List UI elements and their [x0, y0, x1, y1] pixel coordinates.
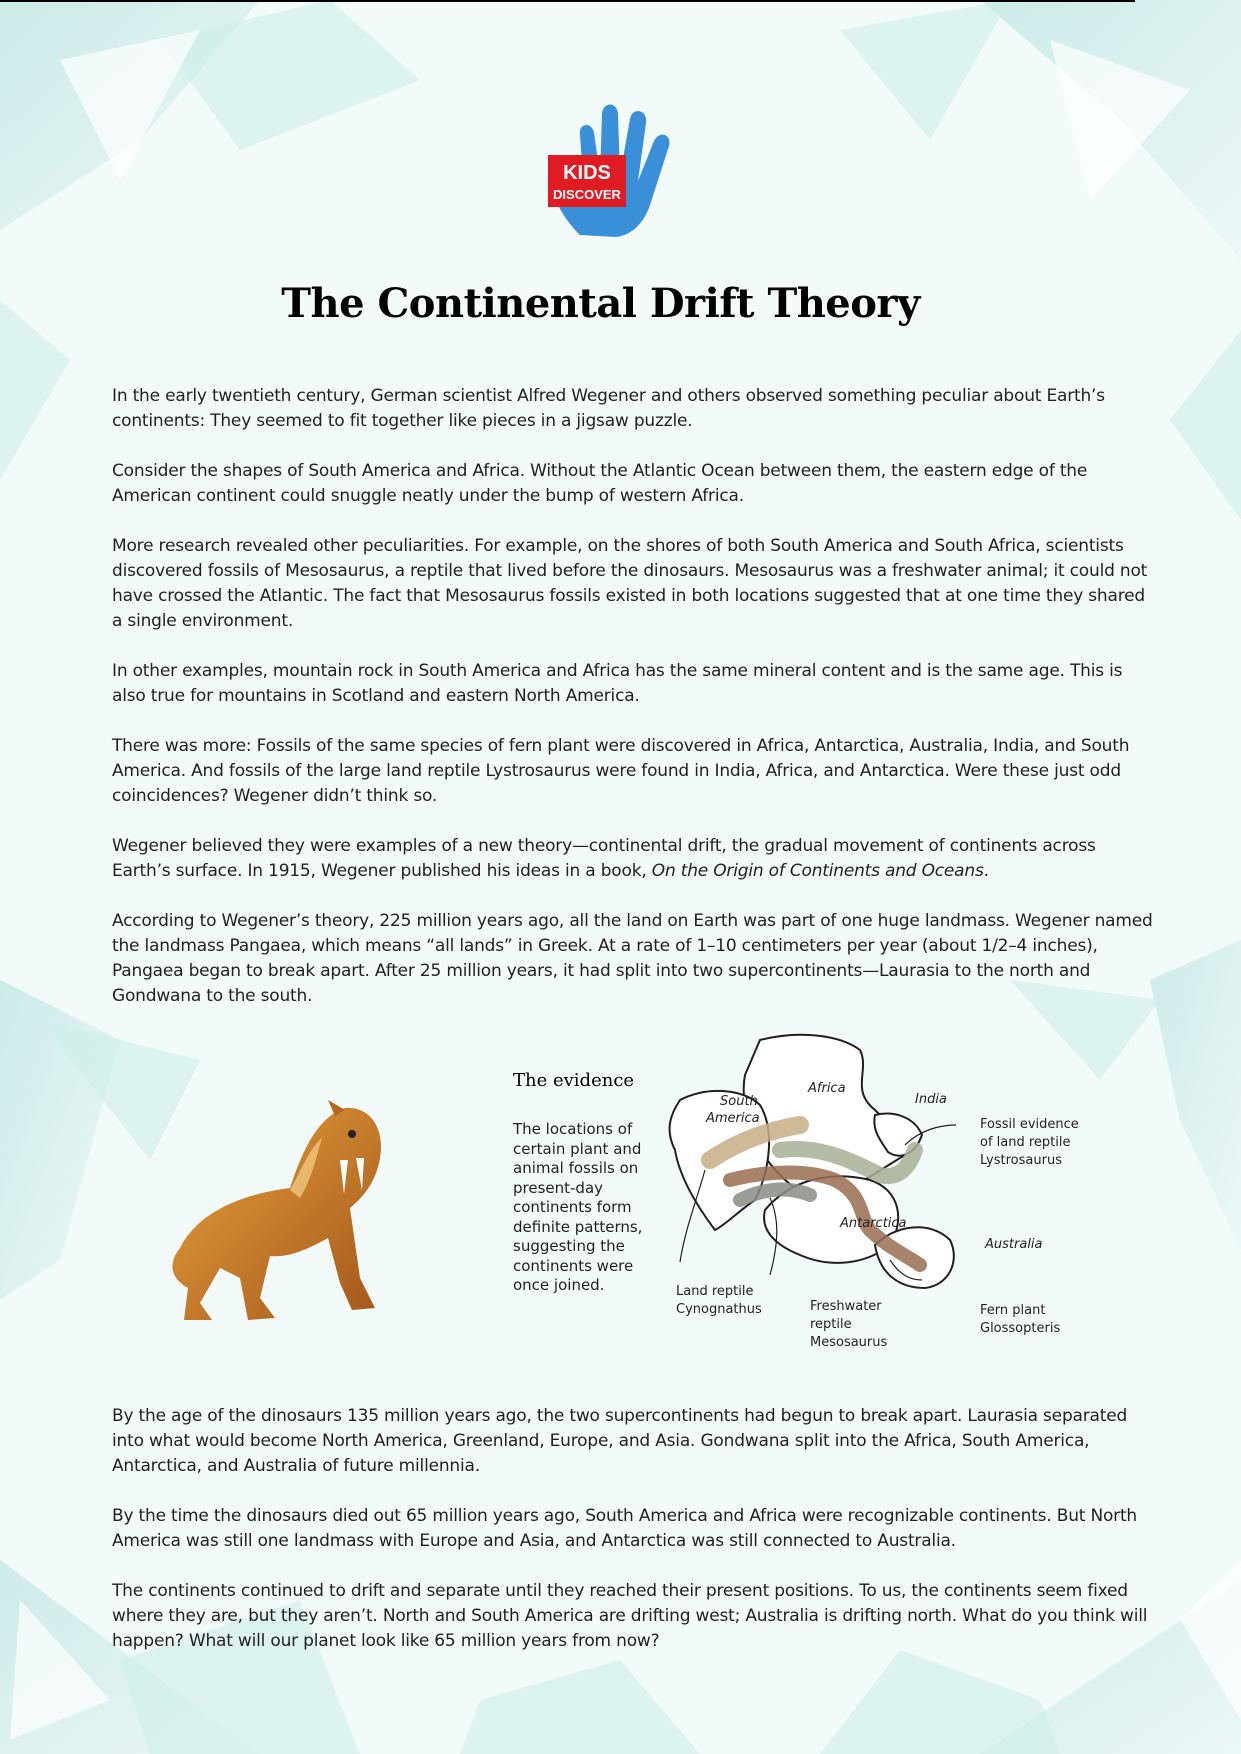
map-label-africa: Africa: [808, 1081, 846, 1096]
map-label-mesosaurus-1: Freshwater: [810, 1299, 882, 1314]
map-label-glossopteris-1: Fern plant: [980, 1303, 1046, 1318]
map-label-south-america-2: America: [706, 1111, 760, 1126]
paragraph: Consider the shapes of South America and Africa. Without the Atlantic Ocean between them, the eastern edge of the American continent could snuggle neatly under the bump of western Africa.: [112, 461, 1088, 506]
map-label-mesosaurus-2: reptile: [810, 1317, 852, 1332]
map-label-antarctica: Antarctica: [840, 1216, 907, 1231]
paragraph-text: Wegener believed they were examples of a new theory—continental drift, the gradual movement of continents across Earth’s surface. In 1915, Wegener published his ideas in a book,: [112, 836, 1096, 881]
map-label-lystrosaurus-1: Fossil evidence: [980, 1117, 1079, 1132]
page-title: The Continental Drift Theory: [281, 280, 920, 327]
logo-line1: KIDS: [563, 162, 611, 184]
paragraph: By the time the dinosaurs died out 65 million years ago, South America and Africa were recognizable continents. But North America was still one landmass with Europe and Asia, and Antarctica was still connected to Australia.: [112, 1506, 1138, 1551]
logo-line2: DISCOVER: [553, 187, 621, 202]
kids-discover-logo: [540, 95, 690, 240]
map-label-cynognathus-1: Land reptile: [676, 1284, 754, 1299]
map-label-south-america-1: South: [720, 1094, 758, 1109]
paragraph: The continents continued to drift and separate until they reached their present positions. To us, the continents seem fixed where they are, but they aren’t. North and South America are drifting west; Australia is drifting north. What do you think will happen? What will our planet look like 65 million years from now?: [112, 1581, 1148, 1651]
paragraph: There was more: Fossils of the same species of fern plant were discovered in Africa, Antarctica, Australia, India, and South America. And fossils of the large land reptile Lystrosaurus were found in India, Africa, and Antarctica. Were these just odd coincidences? Wegener didn’t think so.: [112, 736, 1130, 806]
article-body-bottom: [112, 1404, 1157, 1679]
paragraph-text: .: [983, 861, 989, 881]
paragraph: In other examples, mountain rock in South America and Africa has the same mineral content and is the same age. This is also true for mountains in Scotland and eastern North America.: [112, 661, 1123, 706]
map-label-lystrosaurus-3: Lystrosaurus: [980, 1153, 1062, 1168]
paragraph: More research revealed other peculiarities. For example, on the shores of both South America and South Africa, scientists discovered fossils of Mesosaurus, a reptile that lived before the dinosaurs. Mesosaurus was a freshwater animal; it could not have crossed the Atlantic. The fact that Mesosaurus fossils existed in both locations suggested that at one time they shared a single environment.: [112, 536, 1148, 631]
map-label-australia: Australia: [985, 1237, 1043, 1252]
paragraph: By the age of the dinosaurs 135 million years ago, the two supercontinents had begun to break apart. Laurasia separated into what would become North America, Greenland, Europe, and Asia. Gondwana split into the Africa, South America, Antarctica, and Australia of future millennia.: [112, 1406, 1128, 1476]
article-body-top: [112, 384, 1157, 1034]
map-label-mesosaurus-3: Mesosaurus: [810, 1335, 888, 1350]
paragraph: According to Wegener’s theory, 225 million years ago, all the land on Earth was part of one huge landmass. Wegener named the landmass Pangaea, which means “all lands” in Greek. At a rate of 1–10 centimeters per year (about 1/2–4 inches), Pangaea began to break apart. After 25 million years, it had split into two supercontinents—Laurasia to the north and Gondwana to the south.: [112, 911, 1153, 1006]
book-title: On the Origin of Continents and Oceans: [651, 861, 984, 881]
gondwana-fossil-map: [660, 1030, 1130, 1360]
paragraph: [112, 834, 1157, 884]
top-border-line: [0, 0, 1135, 2]
map-label-cynognathus-2: Cynognathus: [676, 1302, 762, 1317]
paragraph: In the early twentieth century, German scientist Alfred Wegener and others observed something peculiar about Earth’s continents: They seemed to fit together like pieces in a jigsaw puzzle.: [112, 386, 1105, 431]
saber-tooth-cat-illustration: [140, 1098, 395, 1328]
map-label-lystrosaurus-2: of land reptile: [980, 1135, 1071, 1150]
map-label-india: India: [915, 1092, 947, 1107]
evidence-description: The locations of certain plant and animal fossils on present-day continents form definite patterns, suggesting the continents were once joined.: [513, 1120, 643, 1294]
evidence-heading: The evidence: [513, 1070, 635, 1091]
map-label-glossopteris-2: Glossopteris: [980, 1321, 1061, 1336]
